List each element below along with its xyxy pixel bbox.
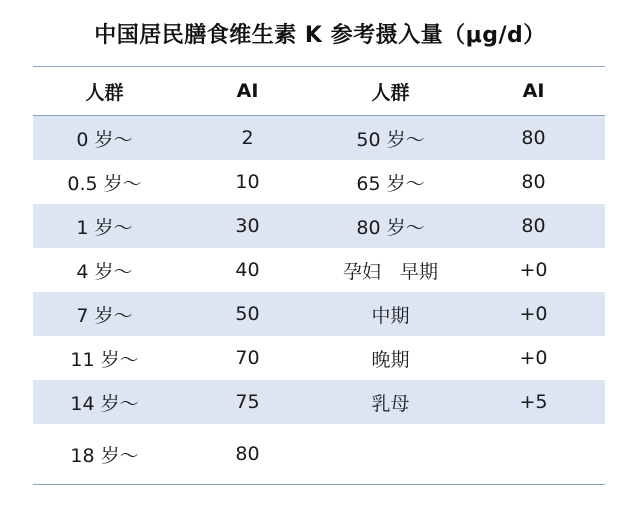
- table-row: [33, 116, 605, 160]
- table-cell: 10: [235, 171, 260, 193]
- table-cell: 80: [521, 171, 546, 193]
- table-cell: 80: [521, 127, 546, 149]
- table-cell: 0 岁～: [76, 128, 133, 151]
- page-title: 中国居民膳食维生素 K 参考摄入量（μg/d）: [94, 23, 546, 48]
- table-header-row: [33, 67, 605, 116]
- table-row: [33, 248, 605, 292]
- table-cell: 1 岁～: [76, 216, 133, 239]
- table-cell: 乳母: [371, 392, 410, 415]
- header-cell: 人群: [371, 81, 410, 104]
- table-cell: 中期: [371, 304, 410, 327]
- table-cell: 70: [235, 347, 260, 369]
- table-cell: 7 岁～: [76, 304, 133, 327]
- table-row: [33, 380, 605, 424]
- table-row: [33, 336, 605, 380]
- table-cell: 50: [235, 303, 260, 325]
- table-cell: 75: [235, 391, 260, 413]
- table-row: [33, 292, 605, 336]
- table-cell: 80: [521, 215, 546, 237]
- table-cell: +0: [519, 303, 548, 325]
- table-row: [33, 424, 605, 485]
- table-cell: +0: [519, 347, 548, 369]
- table-row: [33, 160, 605, 204]
- header-cell: 人群: [85, 81, 124, 104]
- table-cell: 14 岁～: [70, 392, 139, 415]
- header-cell: AI: [236, 80, 259, 102]
- table-cell: 18 岁～: [70, 444, 139, 467]
- table-cell: 80 岁～: [356, 216, 425, 239]
- table-cell: 40: [235, 259, 260, 281]
- table-cell: 30: [235, 215, 260, 237]
- table-row: [33, 204, 605, 248]
- table-cell: 80: [235, 443, 260, 465]
- table-cell: +5: [519, 391, 548, 413]
- table-cell: 0.5 岁～: [67, 172, 142, 195]
- table-cell: 65 岁～: [356, 172, 425, 195]
- table-cell: +0: [519, 259, 548, 281]
- table-cell: 4 岁～: [76, 260, 133, 283]
- table-cell: 晚期: [371, 348, 410, 371]
- table-cell: 50 岁～: [356, 128, 425, 151]
- table-cell: 孕妇 早期: [342, 260, 438, 283]
- header-cell: AI: [522, 80, 545, 102]
- table-cell: 2: [241, 127, 254, 149]
- table-cell: 11 岁～: [70, 348, 139, 371]
- intake-table: [33, 66, 605, 485]
